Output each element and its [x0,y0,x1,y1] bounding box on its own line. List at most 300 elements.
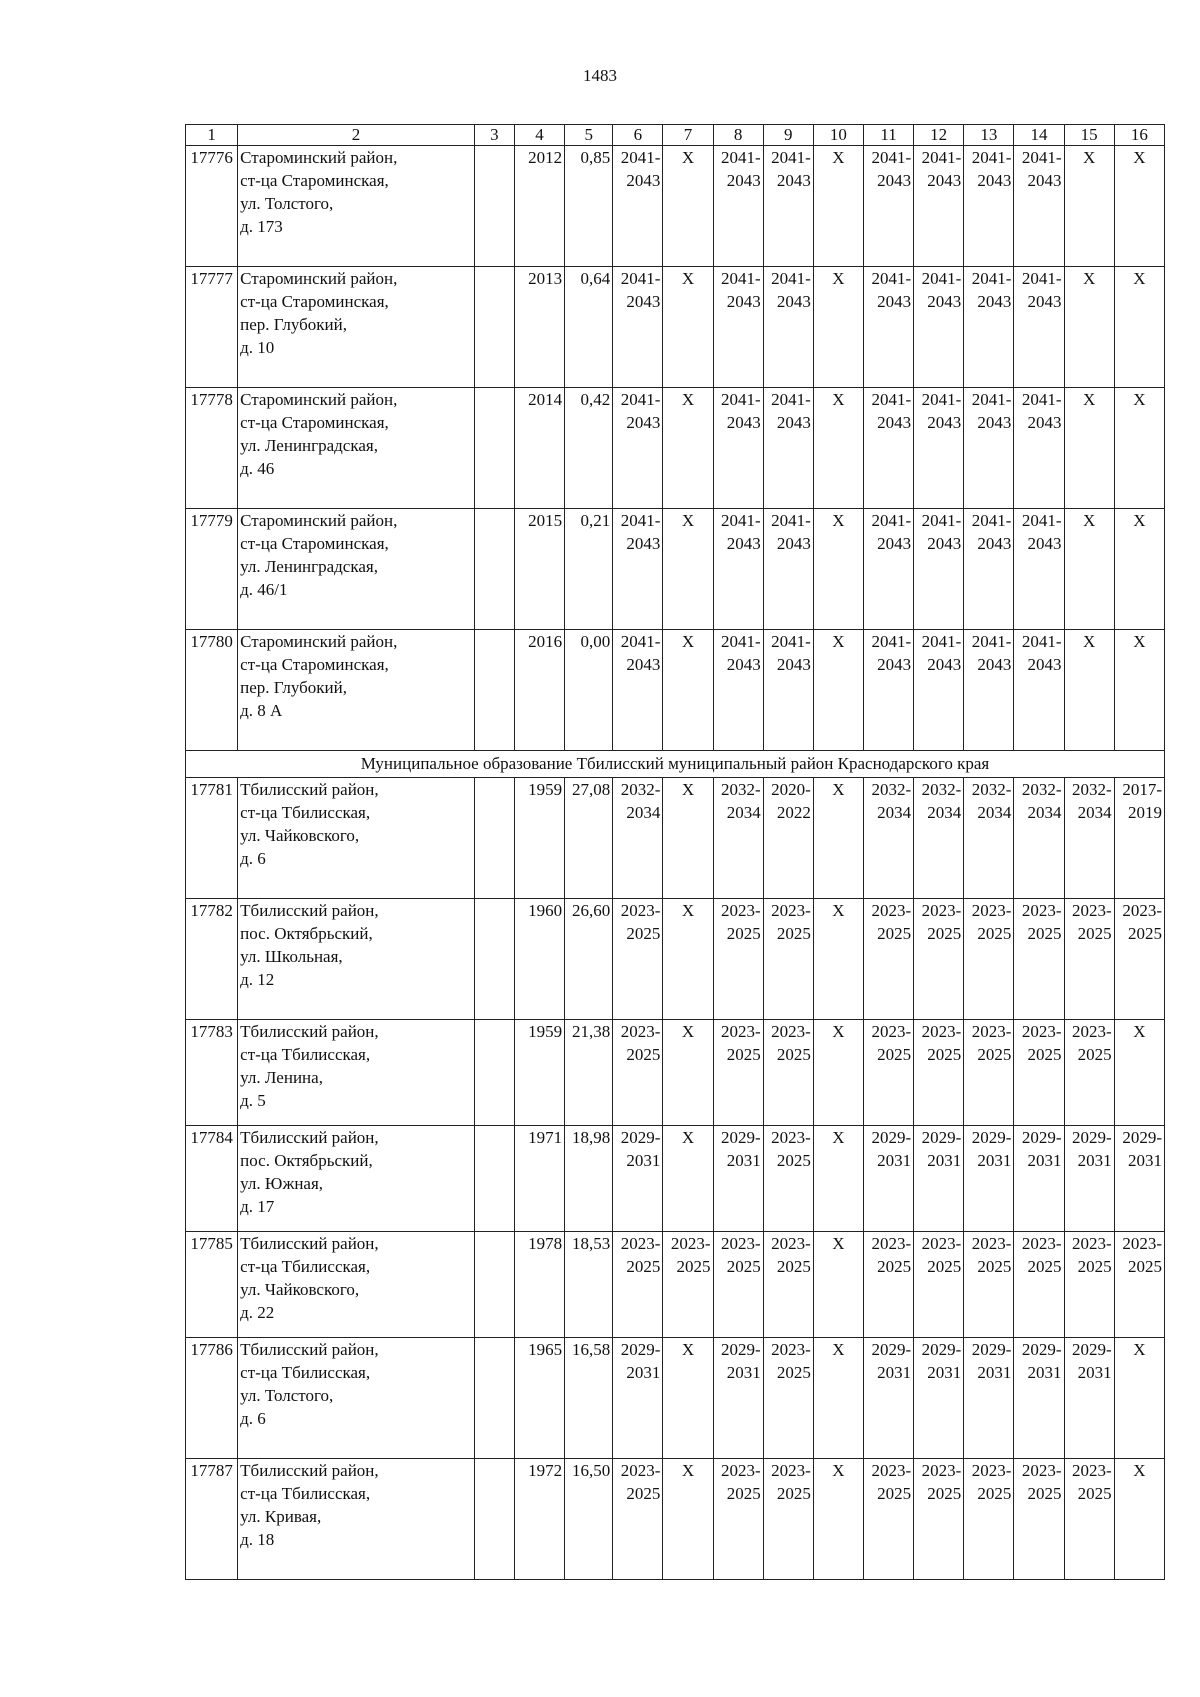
year-cell: 2014 [514,388,564,509]
period-cell [663,630,713,751]
address-cell [238,1338,475,1459]
period-line: 2023- [771,1340,811,1359]
period-cell [964,1020,1014,1126]
period-cell [1064,1020,1114,1126]
period-line: 2041- [721,148,761,167]
period-line: 2023- [871,1022,912,1041]
period-line: 2029- [921,1128,962,1147]
row-number: 17787 [186,1459,238,1580]
period-line: 2041- [721,269,761,288]
period-line: X [832,269,845,288]
address-cell [238,899,475,1020]
year-cell: 2013 [514,267,564,388]
period-line: X [832,148,845,167]
year-cell: 2015 [514,509,564,630]
header-row [186,125,1165,146]
row-number: 17776 [186,146,238,267]
period-line: 2023- [620,901,661,920]
period-line: 2025 [626,1045,661,1064]
address-cell [238,1459,475,1580]
year-cell: 1978 [514,1232,564,1338]
col3-cell [474,1232,514,1338]
period-line: 2023- [1072,1022,1112,1041]
address-cell [238,388,475,509]
period-line: X [1133,1340,1146,1359]
column-header: 16 [1114,125,1164,146]
period-line: 2034 [1027,803,1062,822]
period-line: 2041- [620,511,661,530]
address-line: пос. Октябрьский, [240,924,373,943]
period-line: 2043 [776,655,811,674]
group-tbilissky [186,778,1165,1580]
period-line: X [681,390,695,409]
period-cell [1114,1020,1164,1126]
period-line: 2025 [776,1363,811,1382]
period-line: 2029- [1122,1128,1162,1147]
address-line: ст-ца Тбилисская, [240,1363,371,1382]
period-cell [1014,1338,1064,1459]
col3-cell [474,146,514,267]
period-line: 2032- [721,780,761,799]
address-line: ул. Чайковского, [240,826,360,845]
period-cell [1064,899,1114,1020]
year-cell: 1960 [514,899,564,1020]
period-cell [964,899,1014,1020]
period-cell [1064,1232,1114,1338]
address-line: ул. Чайковского, [240,1280,360,1299]
period-line: 2043 [626,413,661,432]
period-cell [863,1126,913,1232]
period-cell [813,1126,863,1232]
period-cell [713,1126,763,1232]
period-line: 2031 [1027,1363,1062,1382]
period-line: 2032- [1072,780,1112,799]
address-cell [238,146,475,267]
table-row [186,778,1165,899]
period-cell [663,509,713,630]
period-line: 2043 [726,171,761,190]
period-cell [763,509,813,630]
period-line: 2043 [776,171,811,190]
period-line: 2043 [776,413,811,432]
table-row [186,1232,1165,1338]
table-row [186,899,1165,1020]
period-cell [763,1459,813,1580]
period-line: 2023- [1021,1234,1062,1253]
period-cell [713,1020,763,1126]
period-line: 2029- [620,1128,661,1147]
period-line: X [1082,390,1096,409]
period-line: 2023- [871,901,912,920]
period-line: 2041- [971,148,1012,167]
period-line: 2043 [977,292,1012,311]
period-cell [813,267,863,388]
period-line: 2041- [971,269,1012,288]
col3-cell [474,1126,514,1232]
address-line: д. 173 [240,217,283,236]
period-line: 2023- [1072,901,1112,920]
period-cell [663,1020,713,1126]
period-line: 2031 [1027,1151,1062,1170]
year-cell: 1959 [514,778,564,899]
period-line: 2043 [1027,534,1062,553]
address-cell [238,778,475,899]
address-line: Староминский район, [240,390,398,409]
period-cell [964,1232,1014,1338]
address-cell [238,267,475,388]
period-cell [613,509,663,630]
period-line: 2023- [771,1128,811,1147]
period-cell [763,1338,813,1459]
period-line: 2025 [776,924,811,943]
column-header: 7 [663,125,713,146]
period-cell [813,899,863,1020]
period-cell [663,267,713,388]
address-line: Староминский район, [240,511,398,530]
period-cell [863,146,913,267]
period-line: 2031 [977,1363,1012,1382]
period-line: 2043 [1027,171,1062,190]
period-line: 2043 [626,292,661,311]
address-cell [238,630,475,751]
address-line: д. 10 [240,338,275,357]
period-line: 2043 [977,534,1012,553]
value-cell: 16,58 [565,1338,613,1459]
period-line: 2023- [620,1022,661,1041]
period-line: 2025 [977,1257,1012,1276]
period-cell [863,1232,913,1338]
period-line: X [1082,269,1096,288]
period-line: 2043 [877,292,912,311]
address-line: Тбилисский район, [240,1234,379,1253]
address-line: ул. Толстого, [240,194,334,213]
period-cell [1064,778,1114,899]
period-cell [1114,1338,1164,1459]
address-line: д. 5 [240,1091,266,1110]
address-line: ст-ца Тбилисская, [240,803,371,822]
period-cell [1014,1459,1064,1580]
period-cell [713,1232,763,1338]
period-cell [613,1338,663,1459]
data-table [185,124,1165,1580]
value-cell: 0,42 [565,388,613,509]
period-line: 2032- [921,780,962,799]
period-cell [863,630,913,751]
period-line: 2023- [771,1461,811,1480]
period-cell [713,509,763,630]
period-cell [763,146,813,267]
address-line: д. 6 [240,1409,266,1428]
section-title: Муниципальное образование Тбилисский муниципальный район Краснодарского края [186,751,1165,778]
period-cell [613,1126,663,1232]
period-cell [763,630,813,751]
period-cell [914,899,964,1020]
period-line: 2041- [921,148,962,167]
period-line: 2032- [871,780,912,799]
year-cell: 1959 [514,1020,564,1126]
period-line: 2025 [877,1257,912,1276]
address-line: пер. Глубокий, [240,678,347,697]
column-header: 9 [763,125,813,146]
period-line: 2031 [877,1151,912,1170]
period-cell [914,1126,964,1232]
period-line: 2043 [626,534,661,553]
period-cell [914,509,964,630]
period-line: 2025 [877,924,912,943]
period-cell [663,899,713,1020]
period-cell [1014,267,1064,388]
period-line: 2041- [971,511,1012,530]
period-line: X [1082,148,1096,167]
period-line: 2041- [721,511,761,530]
period-line: 2025 [1077,1257,1112,1276]
address-line: д. 6 [240,849,266,868]
period-cell [964,1338,1014,1459]
period-cell [964,1126,1014,1232]
period-line: 2025 [1027,1484,1062,1503]
period-cell [1114,146,1164,267]
period-line: 2041- [871,390,912,409]
table-row [186,267,1165,388]
period-line: 2043 [927,534,962,553]
period-cell [613,1459,663,1580]
row-number: 17782 [186,899,238,1020]
period-cell [1014,509,1064,630]
period-cell [914,146,964,267]
period-line: 2025 [927,924,962,943]
col3-cell [474,1459,514,1580]
period-line: 2043 [977,171,1012,190]
address-line: ст-ца Староминская, [240,655,389,674]
period-line: 2043 [726,655,761,674]
address-line: д. 17 [240,1197,275,1216]
period-line: 2041- [1021,148,1062,167]
period-cell [813,146,863,267]
period-line: X [1133,511,1146,530]
period-cell [914,388,964,509]
period-line: 2029- [871,1340,912,1359]
period-line: X [681,1022,695,1041]
period-line: 2025 [726,1484,761,1503]
period-line: X [1133,269,1146,288]
period-cell [914,1232,964,1338]
period-line: 2023- [871,1461,912,1480]
period-line: 2041- [771,632,811,651]
period-line: 2023- [921,901,962,920]
period-line: 2034 [977,803,1012,822]
period-cell [613,630,663,751]
address-line: Староминский район, [240,148,398,167]
value-cell: 27,08 [565,778,613,899]
period-line: 2025 [776,1151,811,1170]
period-line: 2041- [771,511,811,530]
period-cell [1014,778,1064,899]
period-line: 2022 [776,803,811,822]
period-cell [914,267,964,388]
period-line: 2041- [921,269,962,288]
year-cell: 1971 [514,1126,564,1232]
table-row [186,1020,1165,1126]
address-line: Тбилисский район, [240,1128,379,1147]
period-cell [1064,630,1114,751]
period-cell [813,1338,863,1459]
period-line: 2023- [921,1234,962,1253]
address-line: д. 18 [240,1530,275,1549]
address-line: ул. Южная, [240,1174,324,1193]
period-cell [613,1232,663,1338]
period-line: 2031 [927,1151,962,1170]
period-cell [914,1338,964,1459]
period-line: 2025 [676,1257,711,1276]
address-line: д. 22 [240,1303,275,1322]
column-header: 5 [565,125,613,146]
period-line: 2025 [776,1484,811,1503]
address-line: ст-ца Тбилисская, [240,1257,371,1276]
period-line: 2043 [927,655,962,674]
period-line: 2031 [726,1363,761,1382]
period-line: X [681,1128,695,1147]
period-cell [1014,1020,1064,1126]
value-cell: 0,85 [565,146,613,267]
period-line: 2025 [1027,1045,1062,1064]
period-line: 2023- [921,1022,962,1041]
period-line: 2029- [1072,1128,1112,1147]
row-number: 17777 [186,267,238,388]
address-line: д. 46/1 [240,580,288,599]
period-line: 2043 [877,413,912,432]
col3-cell [474,899,514,1020]
period-cell [763,778,813,899]
column-header: 4 [514,125,564,146]
address-line: ул. Ленина, [240,1068,323,1087]
period-cell [1014,899,1064,1020]
period-cell [863,899,913,1020]
address-line: Тбилисский район, [240,1340,379,1359]
period-cell [863,509,913,630]
address-line: ул. Ленинградская, [240,436,378,455]
period-line: 2023- [971,1234,1012,1253]
period-cell [1114,388,1164,509]
table-row [186,1338,1165,1459]
period-line: 2017- [1122,780,1162,799]
period-cell [713,146,763,267]
period-cell [964,630,1014,751]
period-cell [1114,1459,1164,1580]
period-line: 2025 [927,1045,962,1064]
period-line: 2029- [1021,1128,1062,1147]
period-line: 2043 [626,171,661,190]
period-cell [813,509,863,630]
period-cell [863,778,913,899]
address-line: Староминский район, [240,632,398,651]
period-line: X [832,632,845,651]
row-number: 17779 [186,509,238,630]
period-line: 2031 [1077,1363,1112,1382]
period-line: 2025 [1077,1045,1112,1064]
period-line: 2025 [726,1045,761,1064]
column-header: 14 [1014,125,1064,146]
period-cell [813,388,863,509]
period-line: 2020- [771,780,811,799]
period-line: 2029- [721,1128,761,1147]
period-line: 2025 [1027,1257,1062,1276]
period-line: X [681,1340,695,1359]
period-line: 2043 [626,655,661,674]
period-line: 2031 [626,1151,661,1170]
address-line: ул. Ленинградская, [240,557,378,576]
col3-cell [474,1020,514,1126]
period-cell [1014,1232,1064,1338]
period-line: 2041- [620,390,661,409]
period-cell [1114,778,1164,899]
period-cell [763,267,813,388]
period-line: 2031 [877,1363,912,1382]
period-line: X [681,269,695,288]
period-line: 2023- [1021,901,1062,920]
col3-cell [474,509,514,630]
value-cell: 18,98 [565,1126,613,1232]
period-line: 2029- [871,1128,912,1147]
table-row [186,388,1165,509]
period-cell [663,146,713,267]
period-line: 2023- [971,1461,1012,1480]
period-line: 2041- [721,390,761,409]
period-cell [863,1459,913,1580]
period-line: 2023- [721,1461,761,1480]
period-line: 2023- [1021,1022,1062,1041]
period-cell [1014,388,1064,509]
period-cell [964,267,1014,388]
period-line: 2043 [776,534,811,553]
period-line: 2041- [620,148,661,167]
year-cell: 2016 [514,630,564,751]
period-cell [914,1020,964,1126]
period-cell [713,1338,763,1459]
period-cell [1064,146,1114,267]
period-line: 2032- [620,780,661,799]
period-line: 2031 [1077,1151,1112,1170]
period-cell [914,1459,964,1580]
period-line: 2025 [626,1484,661,1503]
period-line: 2043 [1027,655,1062,674]
period-cell [713,1459,763,1580]
period-cell [1114,1232,1164,1338]
row-number: 17784 [186,1126,238,1232]
period-line: X [1133,390,1146,409]
period-line: 2041- [871,632,912,651]
value-cell: 0,64 [565,267,613,388]
address-line: ст-ца Староминская, [240,413,389,432]
period-cell [713,630,763,751]
period-line: 2025 [776,1045,811,1064]
period-cell [613,899,663,1020]
period-line: 2041- [871,269,912,288]
period-line: 2025 [1077,924,1112,943]
address-cell [238,509,475,630]
period-line: X [681,780,695,799]
period-line: 2034 [626,803,661,822]
col3-cell [474,778,514,899]
period-line: 2025 [726,1257,761,1276]
period-line: 2023- [1122,901,1162,920]
period-cell [663,778,713,899]
period-line: 2023- [721,1022,761,1041]
period-line: X [1133,148,1146,167]
period-line: 2025 [626,924,661,943]
year-cell: 1965 [514,1338,564,1459]
column-header: 12 [914,125,964,146]
period-line: 2023- [871,1234,912,1253]
